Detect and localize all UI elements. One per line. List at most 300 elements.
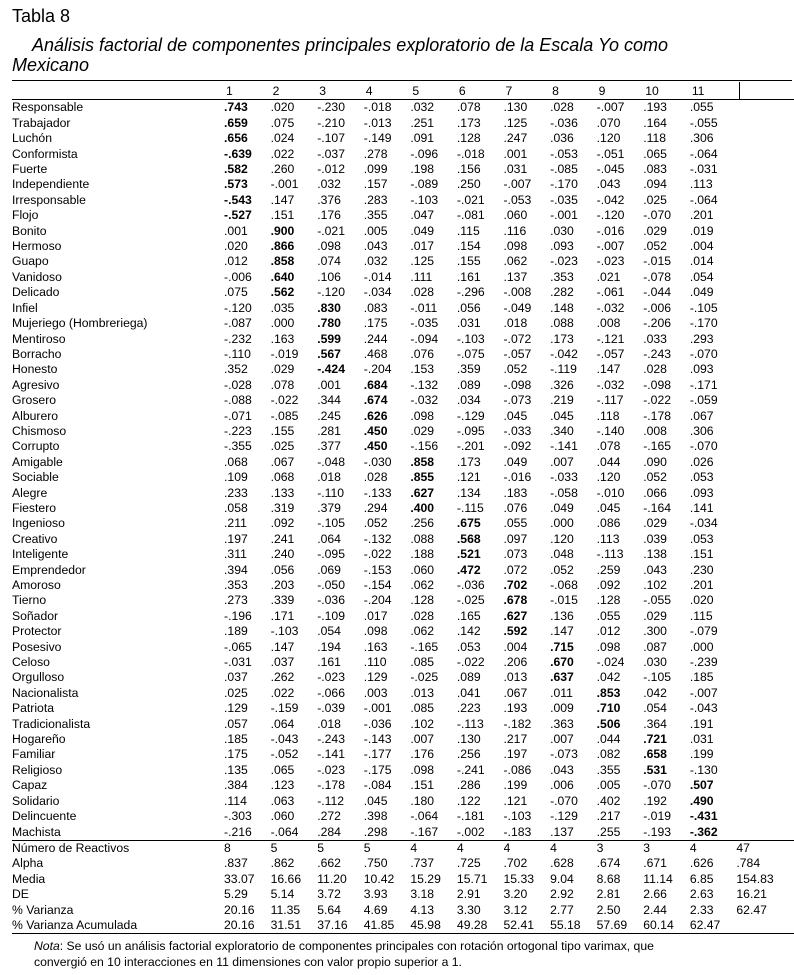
loading-cell: .026 bbox=[689, 454, 714, 469]
item-total-blank-cell bbox=[736, 624, 794, 639]
summary-cell: 8.68 bbox=[596, 871, 621, 886]
loading-cell: -.085 bbox=[270, 408, 299, 423]
item-row bbox=[12, 270, 794, 285]
item-label: Alegre bbox=[12, 485, 48, 500]
item-total-blank-cell bbox=[736, 794, 794, 809]
loading-cell: -.036 bbox=[363, 716, 392, 731]
item-total-blank-cell bbox=[736, 316, 794, 331]
summary-cell: 31.51 bbox=[271, 918, 318, 934]
loading-cell: -.011 bbox=[410, 300, 438, 315]
item-total-blank-cell bbox=[736, 547, 794, 562]
loading-cell: .028 bbox=[643, 362, 667, 377]
summary-cell: 15.71 bbox=[456, 871, 488, 886]
loading-cell-highlight: -.543 bbox=[224, 192, 252, 207]
loading-cell: .087 bbox=[643, 639, 667, 654]
loading-cell: -.035 bbox=[410, 316, 439, 331]
loading-cell: .066 bbox=[643, 485, 667, 500]
loading-cell-highlight: .640 bbox=[270, 269, 295, 284]
loading-cell: .161 bbox=[456, 269, 481, 284]
summary-cell: 10.42 bbox=[363, 871, 395, 886]
loading-cell: .075 bbox=[224, 285, 248, 300]
item-label: Fiestero bbox=[12, 500, 57, 515]
item-total-blank-cell bbox=[736, 208, 794, 223]
loading-cell: -.002 bbox=[456, 824, 485, 839]
summary-cell: 5.64 bbox=[317, 902, 341, 917]
loading-cell: .352 bbox=[224, 362, 248, 377]
item-total-blank-cell bbox=[736, 778, 794, 793]
item-label: Familiar bbox=[12, 747, 56, 762]
item-total-blank-cell bbox=[736, 655, 794, 670]
summary-cell: 11.20 bbox=[317, 871, 347, 886]
loading-cell: .000 bbox=[689, 639, 714, 654]
loading-cell: -.070 bbox=[550, 793, 578, 808]
loading-cell: .092 bbox=[270, 516, 295, 531]
item-label: Agresivo bbox=[12, 377, 60, 392]
loading-cell: -.120 bbox=[596, 208, 625, 223]
item-row bbox=[12, 717, 794, 732]
summary-cell: .702 bbox=[503, 856, 528, 871]
loading-cell: .089 bbox=[456, 377, 481, 392]
item-label: Delicado bbox=[12, 285, 60, 300]
loading-cell: -.210 bbox=[317, 115, 345, 130]
loading-cell: -.030 bbox=[363, 454, 392, 469]
loading-cell: .000 bbox=[270, 316, 295, 331]
loading-cell: .028 bbox=[363, 470, 388, 485]
loading-cell: -.113 bbox=[456, 716, 484, 731]
loading-cell: .223 bbox=[456, 701, 481, 716]
loading-cell-highlight: .674 bbox=[363, 393, 388, 408]
summary-cell: 15.33 bbox=[503, 871, 534, 886]
factor-header-4: 4 bbox=[365, 84, 373, 98]
summary-cell: 3.30 bbox=[456, 902, 481, 917]
loading-cell: -.032 bbox=[596, 300, 625, 315]
item-label: Chismoso bbox=[12, 423, 67, 438]
loading-cell: -.010 bbox=[596, 485, 625, 500]
loading-cell: .364 bbox=[643, 716, 667, 731]
loading-cell: -.070 bbox=[689, 439, 718, 454]
loading-cell: .113 bbox=[689, 177, 713, 192]
loading-cell: .025 bbox=[643, 192, 667, 207]
summary-cell: 2.66 bbox=[643, 887, 667, 902]
loading-cell: -.181 bbox=[456, 809, 485, 824]
loading-cell: -.032 bbox=[596, 377, 625, 392]
loading-cell: -.055 bbox=[689, 115, 718, 130]
item-row bbox=[12, 424, 794, 439]
loading-cell: .256 bbox=[456, 747, 481, 762]
loading-cell: .083 bbox=[363, 300, 388, 315]
loading-cell: .116 bbox=[503, 223, 527, 238]
loading-cell: .240 bbox=[270, 547, 295, 562]
item-total-blank-cell bbox=[736, 162, 794, 177]
loading-cell: .030 bbox=[550, 223, 574, 238]
loading-cell: -.034 bbox=[689, 516, 718, 531]
loading-cell: .078 bbox=[270, 377, 295, 392]
loading-cell: .259 bbox=[596, 562, 621, 577]
loading-cell: -.243 bbox=[643, 346, 672, 361]
loading-cell: .326 bbox=[550, 377, 574, 392]
loading-cell: .142 bbox=[456, 624, 481, 639]
item-row bbox=[12, 732, 794, 747]
loading-cell: -.223 bbox=[224, 423, 252, 438]
item-label: Mentiroso bbox=[12, 331, 66, 346]
item-row bbox=[12, 670, 794, 685]
item-row bbox=[12, 655, 794, 670]
loading-cell: .340 bbox=[550, 423, 574, 438]
loading-cell: .192 bbox=[643, 793, 667, 808]
loading-cell: .199 bbox=[689, 747, 714, 762]
item-total-blank-cell bbox=[736, 825, 794, 841]
loading-cell-highlight: .627 bbox=[410, 485, 435, 500]
loading-cell: -.170 bbox=[550, 177, 578, 192]
item-row bbox=[12, 455, 794, 470]
item-row bbox=[12, 825, 794, 841]
loading-cell: .001 bbox=[503, 146, 528, 161]
loading-cell: -.165 bbox=[643, 439, 672, 454]
loading-cell: .042 bbox=[643, 685, 667, 700]
loading-cell-highlight: .567 bbox=[317, 346, 341, 361]
loading-cell: .013 bbox=[410, 685, 435, 700]
loading-cell: .123 bbox=[270, 778, 295, 793]
summary-row bbox=[12, 840, 794, 856]
loading-cell: .114 bbox=[224, 793, 247, 808]
loading-cell: .039 bbox=[643, 531, 667, 546]
loading-cell-highlight: .830 bbox=[317, 300, 341, 315]
item-total-blank-cell bbox=[736, 301, 794, 316]
loading-cell: .118 bbox=[596, 408, 620, 423]
item-total-blank-cell bbox=[736, 701, 794, 716]
top-rule bbox=[12, 80, 792, 81]
item-row bbox=[12, 347, 794, 362]
loading-cell: -.098 bbox=[503, 377, 532, 392]
summary-cell: 62.47 bbox=[690, 918, 737, 934]
loading-cell: .029 bbox=[410, 423, 435, 438]
summary-cell: 4.69 bbox=[363, 902, 388, 917]
loading-cell: .244 bbox=[363, 331, 388, 346]
item-total-blank-cell bbox=[736, 763, 794, 778]
loading-cell: .211 bbox=[224, 516, 247, 531]
summary-total-cell: .784 bbox=[736, 856, 761, 871]
loading-cell: -.050 bbox=[317, 578, 345, 592]
item-label: Protector bbox=[12, 624, 62, 639]
loading-cell: .062 bbox=[410, 624, 435, 639]
loading-cell-highlight: .670 bbox=[550, 655, 574, 670]
loading-cell: .025 bbox=[270, 439, 295, 454]
loading-cell: .052 bbox=[643, 470, 667, 485]
loading-cell: .035 bbox=[270, 300, 295, 315]
loading-cell: .173 bbox=[456, 454, 481, 469]
loading-cell: .098 bbox=[363, 624, 388, 639]
loading-cell: .394 bbox=[224, 562, 248, 577]
summary-total-cell: 47 bbox=[736, 840, 794, 856]
loading-cell: .245 bbox=[317, 408, 341, 423]
item-label: Trabajador bbox=[12, 115, 71, 130]
table-title-line-2: Mexicano bbox=[12, 55, 90, 75]
loading-cell: .043 bbox=[363, 239, 388, 254]
loading-cell: .281 bbox=[317, 423, 341, 438]
summary-cell: 5.29 bbox=[224, 887, 248, 902]
item-label: Emprendedor bbox=[12, 562, 86, 577]
loading-cell: .062 bbox=[503, 254, 528, 269]
loading-cell: -.096 bbox=[410, 146, 439, 161]
loading-cell: .032 bbox=[317, 177, 341, 192]
loading-cell: .004 bbox=[689, 239, 714, 254]
loading-cell: -.042 bbox=[550, 346, 578, 361]
item-row bbox=[12, 778, 794, 793]
note-label: Nota bbox=[34, 939, 60, 953]
loading-cell-highlight: .599 bbox=[317, 331, 341, 346]
loading-cell: -.216 bbox=[224, 824, 252, 839]
loading-cell: -.032 bbox=[410, 393, 439, 408]
summary-cell: .737 bbox=[410, 856, 435, 871]
item-total-blank-cell bbox=[736, 717, 794, 732]
item-row bbox=[12, 131, 794, 146]
item-row bbox=[12, 794, 794, 809]
loading-cell: -.119 bbox=[550, 362, 577, 377]
loading-cell: .083 bbox=[643, 162, 667, 177]
loading-cell: .129 bbox=[363, 670, 388, 685]
loading-cell: .153 bbox=[410, 362, 435, 377]
item-total-blank-cell bbox=[736, 362, 794, 377]
item-row bbox=[12, 593, 794, 608]
summary-total-cell: 62.47 bbox=[736, 902, 767, 917]
loading-cell: .113 bbox=[596, 531, 620, 546]
item-label: Conformista bbox=[12, 146, 78, 161]
summary-label: Número de Reactivos bbox=[12, 840, 224, 856]
loading-cell: -.044 bbox=[643, 285, 672, 300]
item-total-blank-cell bbox=[736, 131, 794, 146]
loading-cell: -.177 bbox=[363, 747, 392, 762]
loading-cell: .052 bbox=[643, 239, 667, 254]
item-total-blank-cell bbox=[736, 455, 794, 470]
loading-cell: -.023 bbox=[317, 670, 345, 685]
loading-cell: .398 bbox=[363, 809, 388, 824]
loading-cell: -.015 bbox=[643, 254, 672, 269]
summary-cell: 8 bbox=[224, 840, 271, 856]
loading-cell: .029 bbox=[643, 516, 667, 531]
loading-cell: .363 bbox=[550, 716, 574, 731]
loading-cell: -.140 bbox=[596, 423, 625, 438]
loading-cell: -.022 bbox=[643, 393, 672, 408]
item-label: Creativo bbox=[12, 531, 58, 546]
item-row bbox=[12, 208, 794, 223]
loading-cell: .049 bbox=[410, 223, 435, 238]
loading-cell: -.129 bbox=[456, 408, 485, 423]
loading-cell: .055 bbox=[596, 608, 621, 623]
loading-cell-highlight: .858 bbox=[270, 254, 295, 269]
loading-cell: .001 bbox=[317, 377, 341, 392]
loading-cell: -.095 bbox=[456, 423, 485, 438]
loading-cell: .180 bbox=[410, 793, 435, 808]
item-total-blank-cell bbox=[736, 100, 794, 116]
factor-header-7: 7 bbox=[505, 84, 513, 98]
item-row bbox=[12, 393, 794, 408]
loading-cell: -.120 bbox=[317, 285, 345, 300]
loading-cell: -.204 bbox=[363, 362, 392, 377]
loading-cell: .072 bbox=[503, 562, 528, 577]
loading-cell: -.049 bbox=[503, 300, 532, 315]
factor-header-11: 11 bbox=[691, 84, 705, 98]
summary-cell: 4 bbox=[410, 840, 457, 856]
loading-cell: .230 bbox=[689, 562, 714, 577]
loading-cell: -.066 bbox=[317, 685, 345, 700]
loading-cell: -.001 bbox=[363, 701, 392, 716]
loading-cell: .189 bbox=[224, 624, 248, 639]
loading-cell: .037 bbox=[270, 655, 295, 670]
loading-cell: -.064 bbox=[410, 809, 439, 824]
item-label: Ingenioso bbox=[12, 516, 65, 531]
item-total-blank-cell bbox=[736, 747, 794, 762]
loading-cell: .125 bbox=[410, 254, 435, 269]
loading-cell: .120 bbox=[550, 531, 574, 546]
loading-cell: .034 bbox=[456, 393, 481, 408]
loading-cell: .151 bbox=[689, 547, 714, 562]
item-row bbox=[12, 501, 794, 516]
item-label: Bonito bbox=[12, 223, 47, 238]
item-label: Capaz bbox=[12, 778, 48, 793]
loading-cell: .001 bbox=[224, 223, 248, 238]
loading-cell: -.296 bbox=[456, 285, 485, 300]
loading-cell: .283 bbox=[363, 192, 388, 207]
loading-cell-highlight: .582 bbox=[224, 162, 248, 177]
loading-cell: .128 bbox=[456, 131, 481, 146]
loading-cell: -.007 bbox=[689, 685, 718, 700]
loading-cell: .053 bbox=[456, 639, 481, 654]
loading-cell-highlight: .743 bbox=[224, 100, 271, 116]
item-label: Infiel bbox=[12, 300, 38, 315]
loading-cell: .007 bbox=[550, 454, 574, 469]
loading-cell: .029 bbox=[643, 608, 667, 623]
item-label: Independiente bbox=[12, 177, 90, 192]
loading-cell: .147 bbox=[270, 639, 295, 654]
loading-cell: .293 bbox=[689, 331, 714, 346]
loading-cell-highlight: .900 bbox=[270, 223, 295, 238]
loading-cell: .120 bbox=[596, 470, 621, 485]
loading-cell: .054 bbox=[317, 624, 341, 639]
loading-cell: -.085 bbox=[550, 162, 578, 177]
loading-cell-highlight: .490 bbox=[689, 793, 714, 808]
loading-cell: -.303 bbox=[224, 809, 252, 824]
loading-cell: -.023 bbox=[317, 762, 345, 777]
loading-cell: -.057 bbox=[596, 346, 625, 361]
loading-cell: .017 bbox=[363, 608, 388, 623]
summary-cell: 11.14 bbox=[643, 871, 673, 886]
loading-cell: .012 bbox=[224, 254, 248, 269]
item-label: Responsable bbox=[12, 100, 224, 116]
loading-cell: .306 bbox=[689, 423, 714, 438]
note-text: : Se usó un análisis factorial exploratorio de componentes principales con rotación ortogonal tipo varimax, que bbox=[59, 939, 654, 953]
summary-cell: .628 bbox=[550, 856, 574, 871]
loading-cell: .060 bbox=[503, 208, 528, 223]
item-row bbox=[12, 116, 794, 131]
summary-cell: 57.69 bbox=[597, 918, 644, 934]
summary-label: Alpha bbox=[12, 856, 44, 871]
item-label: Corrupto bbox=[12, 439, 60, 454]
header-total-blank-cell bbox=[736, 84, 794, 100]
item-total-blank-cell bbox=[736, 501, 794, 516]
loading-cell: .088 bbox=[410, 531, 435, 546]
item-label: Luchón bbox=[12, 131, 52, 146]
loading-cell: .164 bbox=[643, 115, 667, 130]
loading-cell: .203 bbox=[270, 578, 295, 592]
item-total-blank-cell bbox=[736, 147, 794, 162]
item-row bbox=[12, 532, 794, 547]
summary-cell: 2.92 bbox=[550, 887, 574, 902]
loading-cell: -.064 bbox=[270, 824, 299, 839]
item-total-blank-cell bbox=[736, 686, 794, 701]
loading-cell: -.045 bbox=[596, 162, 625, 177]
item-label: Mujeriego (Hombreriega) bbox=[12, 316, 148, 331]
loading-cell: .076 bbox=[503, 500, 528, 515]
loading-cell: .115 bbox=[456, 223, 480, 238]
item-label: Borracho bbox=[12, 346, 62, 361]
loading-cell-highlight: .507 bbox=[689, 778, 714, 793]
item-label: Delincuente bbox=[12, 809, 77, 824]
loading-cell: -.156 bbox=[410, 439, 439, 454]
loading-cell-highlight: .472 bbox=[456, 562, 481, 577]
loading-cell: .136 bbox=[550, 608, 574, 623]
loading-cell: -.051 bbox=[596, 146, 625, 161]
summary-cell: 2.63 bbox=[689, 887, 714, 902]
loading-cell: .017 bbox=[410, 239, 435, 254]
loading-cell: .007 bbox=[410, 732, 435, 747]
loading-cell: .042 bbox=[596, 670, 621, 685]
loading-cell: .121 bbox=[456, 470, 481, 485]
loading-cell: .018 bbox=[317, 470, 341, 485]
loading-cell: .056 bbox=[270, 562, 295, 577]
loading-cell: .247 bbox=[503, 131, 528, 146]
item-row bbox=[12, 100, 794, 116]
summary-cell: 45.98 bbox=[410, 918, 457, 934]
loading-cell: -.013 bbox=[363, 115, 392, 130]
loading-cell: .250 bbox=[456, 177, 481, 192]
loading-cell: .052 bbox=[550, 562, 574, 577]
loading-cell: .272 bbox=[317, 809, 341, 824]
loading-cell: .198 bbox=[410, 162, 435, 177]
summary-label: % Varianza Acumulada bbox=[12, 918, 224, 934]
item-row bbox=[12, 516, 794, 531]
loading-cell: -.132 bbox=[363, 531, 392, 546]
table-number: Tabla 8 bbox=[12, 6, 71, 26]
loading-cell: -.149 bbox=[363, 131, 392, 146]
loading-cell: -.182 bbox=[503, 716, 532, 731]
loading-cell: -.098 bbox=[643, 377, 672, 392]
loading-cell: .055 bbox=[503, 516, 528, 531]
summary-cell: 4 bbox=[504, 840, 551, 856]
loading-cell: .045 bbox=[550, 408, 574, 423]
item-total-blank-cell bbox=[736, 254, 794, 269]
loading-cell: -.153 bbox=[363, 562, 392, 577]
factor-header-row bbox=[12, 84, 794, 100]
factor-header-1: 1 bbox=[226, 84, 233, 98]
summary-cell: 60.14 bbox=[643, 918, 690, 934]
item-total-blank-cell bbox=[736, 809, 794, 824]
loading-cell: .085 bbox=[410, 701, 435, 716]
loading-cell: -.036 bbox=[550, 115, 578, 130]
summary-cell: 2.50 bbox=[596, 902, 621, 917]
loading-cell: -.042 bbox=[596, 192, 625, 207]
loading-cell: -.022 bbox=[363, 547, 392, 562]
loading-cell: .000 bbox=[550, 516, 574, 531]
item-total-blank-cell bbox=[736, 393, 794, 408]
loading-cell: -.033 bbox=[550, 470, 578, 485]
loading-cell: -.043 bbox=[270, 732, 299, 747]
loading-cell: .353 bbox=[224, 578, 248, 592]
loading-cell: -.159 bbox=[270, 701, 299, 716]
loading-cell: .161 bbox=[317, 655, 341, 670]
item-row bbox=[12, 809, 794, 824]
loading-cell: .060 bbox=[410, 562, 435, 577]
loading-cell: -.006 bbox=[643, 300, 672, 315]
